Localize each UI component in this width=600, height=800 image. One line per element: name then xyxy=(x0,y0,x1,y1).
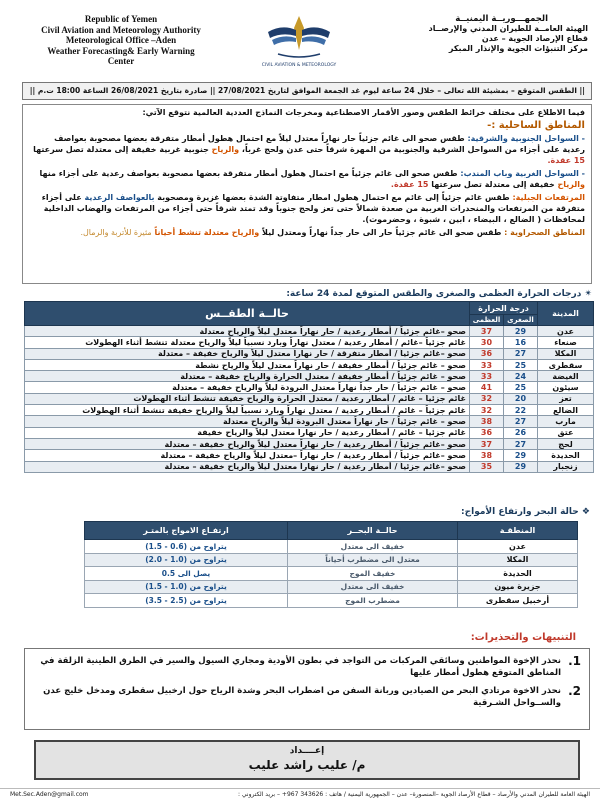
min-temp-cell: 26 xyxy=(504,427,538,438)
sea-state-cell: خفيف الى معتدل xyxy=(288,540,458,554)
en-line: Center xyxy=(107,56,135,66)
city-cell: عدن xyxy=(538,326,594,337)
desert-tail: مثيرة للأتربة والرمال. xyxy=(80,228,152,237)
prepared-by-label: إعــــداد xyxy=(289,746,325,756)
coastal-south-speed: 15 عقدة. xyxy=(547,156,585,165)
col-min: الصغرى xyxy=(504,315,538,326)
min-temp-cell: 29 xyxy=(504,450,538,461)
min-temp-cell: 24 xyxy=(504,371,538,382)
ar-line: الهيئة العامــة للطيران المدني والإرصــاد xyxy=(428,24,588,33)
temperature-row xyxy=(25,438,594,449)
region-cell: الحديدة xyxy=(458,567,578,581)
sea-state-table xyxy=(84,521,578,608)
coastal-west-paragraph xyxy=(29,168,585,190)
english-letterhead xyxy=(22,14,220,67)
en-line: Meteorological Office –Aden xyxy=(65,35,177,45)
en-line: Republic of Yemen xyxy=(84,14,158,24)
highlands-label: المرتفعات الجبلية: xyxy=(512,193,585,202)
weather-cell: صحو – غائم جزئياً / أمطار خفيفة / حار نهاراً معتدل ليلاً والرياح نشطة xyxy=(25,359,470,370)
col-sea-state: حالــة البحــر xyxy=(288,522,458,540)
max-temp-cell: 30 xyxy=(470,337,504,348)
col-region: المنطقـة xyxy=(458,522,578,540)
weather-cell: صحو –غائم جزئياً / أمطار متفرقة / حار نهاراً معتدل ليلاً والرياح خفيفة – معتدلة xyxy=(25,348,470,359)
warning-text: نحذر الإخوة المواطنين وسائقي المركبات من التواجد في بطون الأودية ومجاري السيول والسير في الطرق الطينية الزلقة في المناطق المتوقع هطول أمطار عليها xyxy=(40,656,561,678)
temperature-row xyxy=(25,393,594,404)
ar-line: قطاع الإرصاد الجوية – عدن xyxy=(481,34,588,43)
coastal-south-winds: والرياح xyxy=(211,145,240,154)
region-cell: المكلا xyxy=(458,553,578,567)
min-temp-cell: 27 xyxy=(504,348,538,359)
max-temp-cell: 41 xyxy=(470,382,504,393)
weather-cell: صحو –غائم جزئياً / أمطار رعدية / حار نهاراً معتدل ليلاً والرياح خفيفة – معتدلة xyxy=(25,461,470,472)
en-line: Weather Forecasting& Early Warning xyxy=(47,45,195,56)
city-cell: لحج xyxy=(538,438,594,449)
city-cell: سيئون xyxy=(538,382,594,393)
city-cell: عتق xyxy=(538,427,594,438)
temperature-row xyxy=(25,371,594,382)
max-temp-cell: 32 xyxy=(470,405,504,416)
city-cell: صنعاء xyxy=(538,337,594,348)
sea-row xyxy=(85,594,578,608)
desert-paragraph xyxy=(29,227,585,238)
sea-state-cell: معتدل الى مضطرب أحياناً xyxy=(288,553,458,567)
footer xyxy=(0,788,600,800)
temperature-row xyxy=(25,405,594,416)
temperature-row xyxy=(25,326,594,337)
warning-number: 2. xyxy=(568,684,581,698)
arabic-letterhead xyxy=(368,14,588,54)
col-max: العظمى xyxy=(470,315,504,326)
coastal-south-text: طقس صحو الى غائم جزئياً حار نهاراً معتدل ليلاً مع احتمال هطول أمطار متفرقة بعضها مصحوبة بعواصف رعدية على أجزاء من السواحل الشرقية والجنوبية من المهرة شرقاً حتى عدن ولحج غرباً، xyxy=(54,134,585,154)
max-temp-cell: 37 xyxy=(470,326,504,337)
weather-cell: غائم جزئياً – غائم / أمطار رعدية / حار نهاراً معتدل ليلاً والرياح خفيفة xyxy=(25,427,470,438)
min-temp-cell: 16 xyxy=(504,337,538,348)
ar-line: الجمهـــوريــة اليمنيــة xyxy=(455,14,548,24)
wave-height-cell: يتراوح من (1.0 - 2.0) xyxy=(85,553,288,567)
max-temp-cell: 32 xyxy=(470,393,504,404)
max-temp-cell: 35 xyxy=(470,461,504,472)
max-temp-cell: 38 xyxy=(470,450,504,461)
coastal-west-winds: والرياح xyxy=(557,180,585,189)
min-temp-cell: 29 xyxy=(504,326,538,337)
highlands-text: طقس غائم جزئياً إلى غائم مع احتمال هطول امطار متفاوتة الشدة بعضها غزيرة ومصحوبة xyxy=(157,193,510,202)
temperature-row xyxy=(25,427,594,438)
sea-row xyxy=(85,540,578,554)
coastal-section-title: المناطق الساحلية :- xyxy=(487,120,585,131)
region-cell: جزيرة ميون xyxy=(458,580,578,594)
sea-state-cell: خفيف الى معتدل xyxy=(288,580,458,594)
wave-height-cell: يتراوح من (0.6 - 1.5) xyxy=(85,540,288,554)
coastal-south-label: - السواحل الجنوبية والشرقية: xyxy=(467,134,585,143)
region-cell: عدن xyxy=(458,540,578,554)
max-temp-cell: 33 xyxy=(470,359,504,370)
city-cell: المكلا xyxy=(538,348,594,359)
max-temp-cell: 33 xyxy=(470,371,504,382)
highlands-paragraph xyxy=(29,192,585,225)
footer-address: الهيئة العامة للطيران المدني والأرصاد – قطاع الأرصاد الجوية –المنصورة– عدن – الجمهورية اليمنية / هاتف : 343626 967+ – بريد الكتروني : xyxy=(237,791,590,798)
max-temp-cell: 37 xyxy=(470,438,504,449)
desert-winds: والرياح معتدلة تنشط أحياناً xyxy=(154,228,260,237)
sea-state-heading: ❖ حالة البحر وارتفاع الأمواج: xyxy=(461,507,590,517)
col-wave-height: ارتفـاع الامواج بالمتـر xyxy=(85,522,288,540)
wave-height-cell: يتراوح من (1.0 - 1.5) xyxy=(85,580,288,594)
warning-number: 1. xyxy=(568,654,581,668)
logo-caption: CIVIL AVIATION & METEOROLOGY xyxy=(261,63,337,68)
coastal-west-speed: 15 عقدة. xyxy=(390,180,429,189)
coastal-south-paragraph xyxy=(29,133,585,166)
weather-cell: صحو – غائم جزئياً / حار نهاراً معتدل البرودة ليلاً والرياح معتدلة xyxy=(25,416,470,427)
en-line: Civil Aviation and Meteorology Authority xyxy=(41,24,201,35)
highlands-tail: على أجزاء متفرقة من المرتفعات والمنحدرات الغربية من صعدة شمالاً حتى تعز ولحج جنوباً وقد تمتد شرقاً حتى أجزاء من المرتفعات والهضاب الداخلية لمحافظات ( الضالع ، البيضاء ، ابين ، شبوة ، وحضرموت). xyxy=(41,193,585,224)
sea-state-cell: خفيف الموج xyxy=(288,567,458,581)
sea-row xyxy=(85,580,578,594)
max-temp-cell: 38 xyxy=(470,416,504,427)
temperature-heading: ✴ درجات الحرارة العظمى والصغرى والطقس المتوقع لمدة 24 ساعة: xyxy=(286,289,592,299)
wave-height-cell: يصل الى 0.5 xyxy=(85,567,288,581)
highlands-thunder: بالعواصف الرعدية xyxy=(84,193,155,202)
coastal-west-text: طقس صحو الى غائم جزئياً مع احتمال هطول أمطار متفرقة بعضها مصحوبة بعواصف رعدية على أجزاء منها xyxy=(39,169,458,178)
sea-row xyxy=(85,553,578,567)
coastal-west-tail: خفيفة إلى معتدلة تصل سرعتها xyxy=(431,180,555,189)
city-cell: زنجبار xyxy=(538,461,594,472)
wave-height-cell: يتراوح من (2.5 - 3.5) xyxy=(85,594,288,608)
temperature-row xyxy=(25,450,594,461)
forecaster-name: م/ عليب راشد عليب xyxy=(248,758,366,772)
city-cell: الحديدة xyxy=(538,450,594,461)
min-temp-cell: 25 xyxy=(504,382,538,393)
temperature-row xyxy=(25,359,594,370)
bulletin-date-bar: || الطقس المتوقع – بمشيئة الله تعالى – خلال 24 ساعة ليوم غد الجمعة الموافق لتاريخ 27/08/2021 || صادرة بتاريخ 26/08/2021 الساعة 18:00 ت.م || xyxy=(22,82,592,100)
min-temp-cell: 27 xyxy=(504,438,538,449)
temperature-table xyxy=(24,301,594,473)
authority-logo-icon xyxy=(260,10,338,72)
warning-text: نحذر الاخوة مرتادي البحر من الصيادين وربانة السفن من اضطراب البحر وشدة الرياح حول ارخبيل سقطرى ومدخل خليج عدن والســواحل الشـرقية xyxy=(43,686,561,708)
desert-label: المناطق الصحراوية : xyxy=(504,228,585,237)
sea-state-cell: مضطرب الموج xyxy=(288,594,458,608)
max-temp-cell: 36 xyxy=(470,427,504,438)
coastal-south-tail: جنوبية غربية خفيفة إلى معتدلة تصل سرعتها xyxy=(33,145,209,154)
temperature-row xyxy=(25,348,594,359)
weather-cell: صحو –غائم جزئياً / أمطار رعدية / حار نهاراً –معتدل ليلاً والرياح خفيفة – معتدلة xyxy=(25,450,470,461)
min-temp-cell: 22 xyxy=(504,405,538,416)
min-temp-cell: 29 xyxy=(504,461,538,472)
letterhead xyxy=(0,0,600,82)
weather-cell: غائم جزئياً – غائم / أمطار رعدية / معتدل الحرارة والرياح خفيفة تنشط أثناء الهطولات xyxy=(25,393,470,404)
city-cell: الضالع xyxy=(538,405,594,416)
weather-cell: غائم جزئياً –غائم / أمطار رعدية / معتدل نهاراً وبارد نسبياً ليلاً والرياح معتدلة تنشط أثناء الهطولات xyxy=(25,337,470,348)
sea-row xyxy=(85,567,578,581)
prepared-by-box xyxy=(34,740,580,780)
city-cell: سقطرى xyxy=(538,359,594,370)
min-temp-cell: 25 xyxy=(504,359,538,370)
city-cell: الغيضة xyxy=(538,371,594,382)
warnings-heading: التنبيهات والتحذيرات: xyxy=(470,632,576,643)
temperature-row xyxy=(25,382,594,393)
col-city: المدينة xyxy=(538,302,594,326)
city-cell: تعز xyxy=(538,393,594,404)
warning-item xyxy=(33,655,581,679)
max-temp-cell: 36 xyxy=(470,348,504,359)
forecast-text-box xyxy=(22,104,592,284)
weather-cell: صحو – غائم جزئياً / أمطار خفيفة / معتدل الحرارة والرياح خفيفة – معتدلة xyxy=(25,371,470,382)
weather-cell: صحو –غائم جزئياً / أمطار رعدية / حار نهاراً معتدل ليلاً والرياح معتدلة xyxy=(25,326,470,337)
weather-cell: صحو –غائم جزئياً / أمطار رعدية / حار نهاراً معتدل ليلاً والرياح خفيفة – معتدلة xyxy=(25,438,470,449)
weather-cell: غائم جزئياً – غائم / أمطار رعدية / معتدل نهاراً وبارد نسبياً ليلاً والرياح خفيفة تنشط أثناء الهطولات xyxy=(25,405,470,416)
col-weather: حالــة الطقــس xyxy=(25,302,470,326)
region-cell: أرخبيل سقطرى xyxy=(458,594,578,608)
min-temp-cell: 27 xyxy=(504,416,538,427)
coastal-west-label: - السواحل الغربية وباب المندب: xyxy=(460,169,585,178)
temperature-row xyxy=(25,337,594,348)
ar-line: مركز التنبؤات الجوية والإنذار المبكر xyxy=(448,44,588,53)
warning-item xyxy=(33,685,581,709)
temperature-row xyxy=(25,461,594,472)
temperature-row xyxy=(25,416,594,427)
warnings-box xyxy=(24,648,590,730)
footer-email[interactable]: Met.Sec.Aden@gmail.com xyxy=(10,791,89,798)
weather-cell: صحو – غائم جزئياً / حار جداً نهاراً معتدل البرودة ليلاً والرياح خفيفة – معتدلة xyxy=(25,382,470,393)
min-temp-cell: 20 xyxy=(504,393,538,404)
city-cell: مارب xyxy=(538,416,594,427)
desert-text: طقس صحو الى غائم جزئياً حار الى حار جداً نهاراً ومعتدل ليلاً xyxy=(262,228,502,237)
col-temperature: درجة الحرارة xyxy=(470,302,538,315)
forecast-intro: فيما الاطلاع على مختلف خرائط الطقس وصور الأقمار الاصطناعية ومخرجات النماذج العددية العالمية نتوقع الآتي: xyxy=(142,108,585,117)
